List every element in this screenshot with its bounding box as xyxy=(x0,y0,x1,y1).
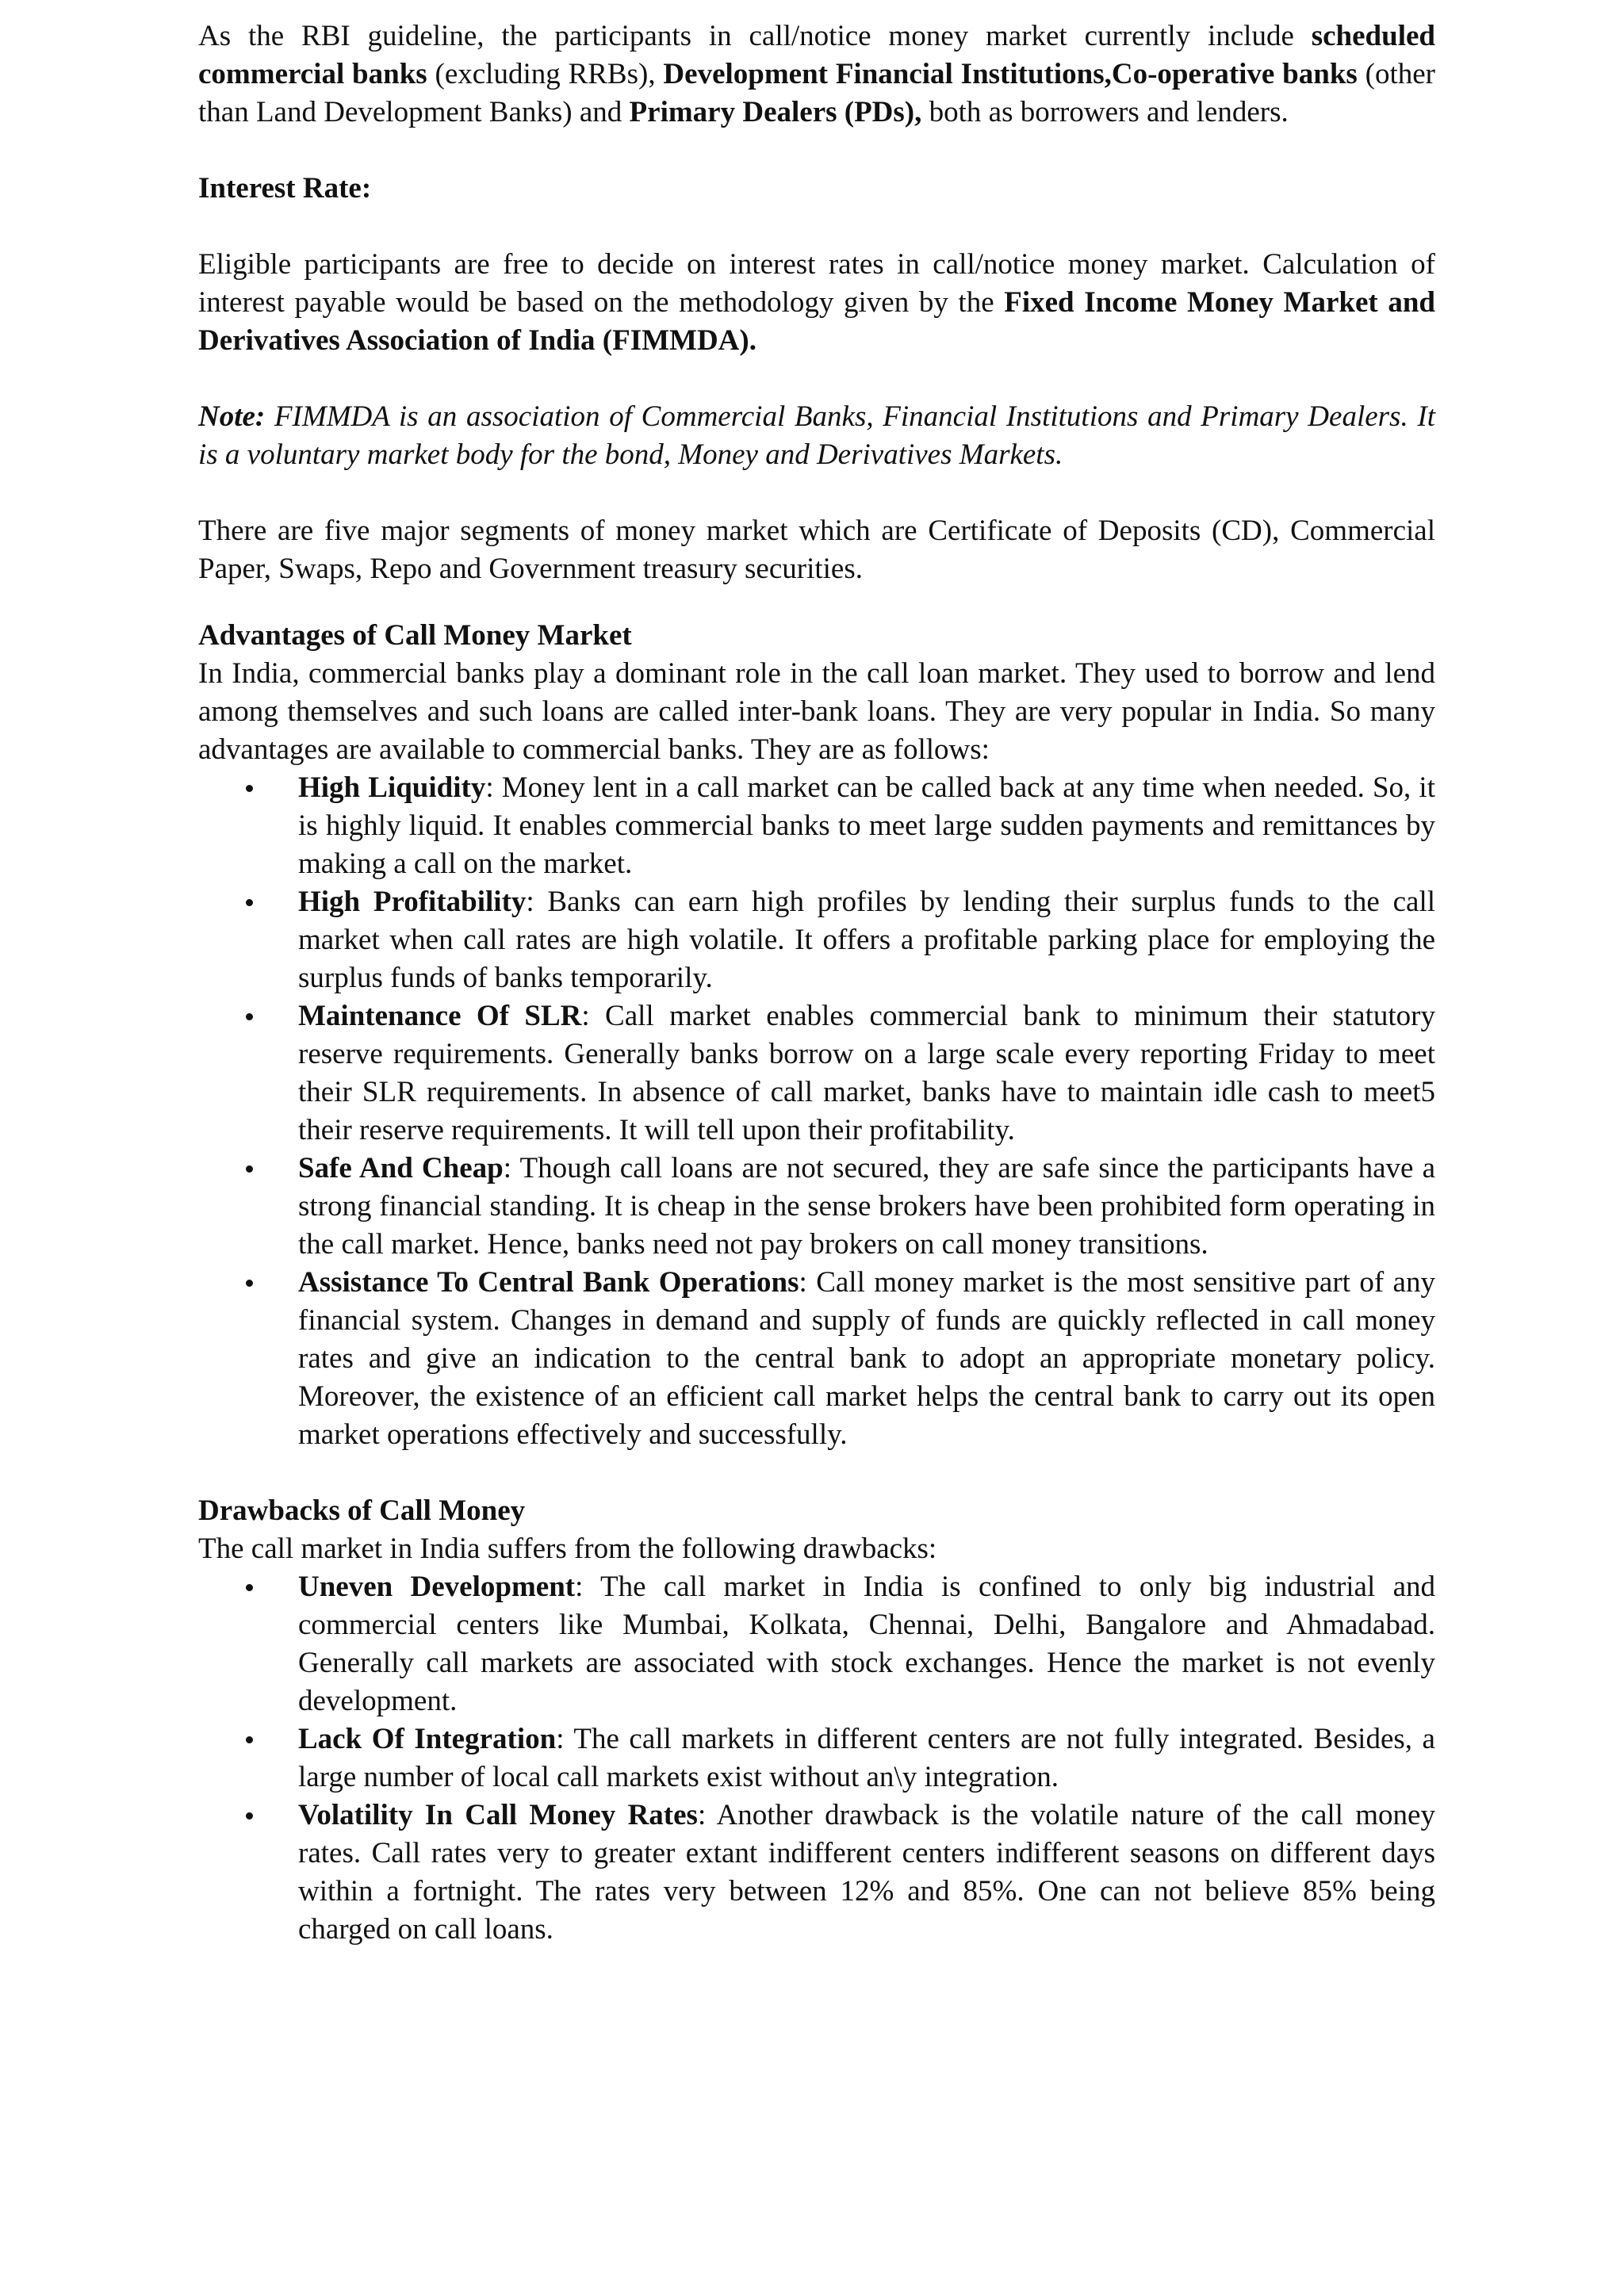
list-item: Volatility In Call Money Rates: Another drawback is the volatile nature of the call money rates. Call rates very to greater extant indifferent centers indifferent seasons on different days within a fortnight. The rates very between 12% and 85%. One can not believe 85% being charged on call loans. xyxy=(198,1797,1435,1949)
advantages-heading: Advantages of Call Money Market xyxy=(198,619,632,652)
intro-paragraph: As the RBI guideline, the participants in call/notice money market currently include scheduled commercial banks (excluding RRBs), Development Financial Institutions,Co-operative banks (other than Land Development Banks) and Primary Dealers (PDs), both as borrowers and lenders. xyxy=(198,20,1436,128)
list-item: Maintenance Of SLR: Call market enables commercial bank to minimum their statutory reserve requirements. Generally banks borrow on a large scale every reporting Friday to meet their SLR requirements. In absence of call market, banks have to maintain idle cash to meet5 their reserve requirements. It will tell upon their profitability. xyxy=(198,997,1435,1150)
list-item: High Liquidity: Money lent in a call market can be called back at any time when needed. So, it is highly liquid. It enables commercial banks to meet large sudden payments and remittances by making a call on the market. xyxy=(198,769,1435,883)
advantages-intro: In India, commercial banks play a dominant role in the call loan market. They used to borrow and lend among themselves and such loans are called inter-bank loans. They are very popular in India. So many advantages are available to commercial banks. They are as follows: xyxy=(198,657,1435,766)
list-item: Lack Of Integration: The call markets in different centers are not fully integrated. Besides, a large number of local call markets exist without an\y integration. xyxy=(198,1720,1435,1797)
list-item: Assistance To Central Bank Operations: Call money market is the most sensitive part of any financial system. Changes in demand and supply of funds are quickly reflected in call money rates and give an indication to the central bank to adopt an appropriate monetary policy. Moreover, the existence of an efficient call market helps the central bank to carry out its open market operations effectively and successfully. xyxy=(198,1264,1435,1454)
segments-paragraph: There are five major segments of money market which are Certificate of Deposits (CD), Commercial Paper, Swaps, Repo and Government treasury securities. xyxy=(198,515,1435,585)
bullet-icon xyxy=(246,1812,253,1820)
note-label: Note: xyxy=(198,400,266,433)
interest-rate-paragraph: Eligible participants are free to decide on interest rates in call/notice money market. Calculation of interest payable would be based on the methodology given by the Fixed Income Money Market and Derivatives Association of India (FIMMDA). xyxy=(198,248,1435,357)
drawbacks-list xyxy=(198,1568,1435,1949)
fimmda-name: Fixed Income Money Market and Derivatives Association of India (FIMMDA). xyxy=(198,286,1435,357)
drawbacks-intro: The call market in India suffers from the following drawbacks: xyxy=(198,1533,937,1565)
drawbacks-heading: Drawbacks of Call Money xyxy=(198,1494,526,1527)
participant-scheduled-banks: scheduled commercial banks xyxy=(198,20,1435,90)
bullet-icon xyxy=(246,899,253,906)
bullet-icon xyxy=(246,1013,253,1020)
document-page xyxy=(198,17,1435,1949)
list-item: High Profitability: Banks can earn high profiles by lending their surplus funds to the call market when call rates are high volatile. It offers a profitable parking place for employing the surplus funds of banks temporarily. xyxy=(198,883,1435,997)
bullet-icon xyxy=(246,1584,253,1591)
interest-rate-heading: Interest Rate: xyxy=(198,172,372,205)
bullet-icon xyxy=(246,1736,253,1743)
participant-primary-dealers: Primary Dealers (PDs), xyxy=(629,96,922,128)
bullet-icon xyxy=(246,1165,253,1173)
bullet-icon xyxy=(246,785,253,792)
bullet-icon xyxy=(246,1280,253,1287)
participant-dfi-coop: Development Financial Institutions,Co-operative banks xyxy=(663,58,1358,90)
note-paragraph: Note: FIMMDA is an association of Commercial Banks, Financial Institutions and Primary Dealers. It is a voluntary market body for the bond, Money and Derivatives Markets. xyxy=(198,400,1435,471)
list-item: Safe And Cheap: Though call loans are not secured, they are safe since the participants have a strong financial standing. It is cheap in the sense brokers have been prohibited form operating in the call market. Hence, banks need not pay brokers on call money transitions. xyxy=(198,1150,1435,1264)
list-item: Uneven Development: The call market in India is confined to only big industrial and commercial centers like Mumbai, Kolkata, Chennai, Delhi, Bangalore and Ahmadabad. Generally call markets are associated with stock exchanges. Hence the market is not evenly development. xyxy=(198,1568,1435,1720)
advantages-list xyxy=(198,769,1435,1454)
